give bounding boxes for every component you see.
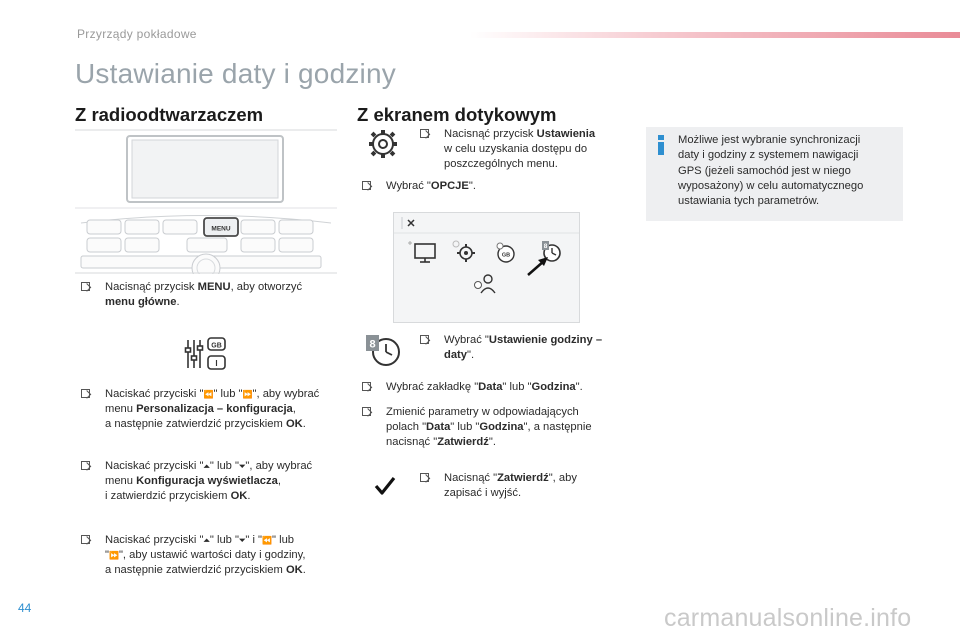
touch-step-open-settings: Nacisnąć przycisk Ustawienia w celu uzyskania dostępu do poszczególnych menu. (420, 127, 620, 172)
touch-step-select-options: Wybrać "OPCJE". (362, 179, 602, 194)
confirm-checkmark-icon (374, 476, 396, 496)
checkbox-bullet-icon (81, 535, 90, 544)
rewind-glyph-icon: ⏪ (262, 536, 272, 545)
page-title: Ustawianie daty i godziny (75, 58, 396, 89)
checkbox-bullet-icon (81, 389, 90, 398)
running-header: Przyrządy pokładowe (77, 27, 197, 41)
language-icon (497, 243, 514, 262)
info-line: Możliwe jest wybranie synchronizacji (678, 134, 861, 146)
radio-step-display-config: Naciskać przyciski "⏶" lub "⏷", aby wybrać menu Konfiguracja wyświetlacza, i zatwierdzić przyciskiem OK. (81, 459, 351, 504)
rewind-glyph-icon: ⏪ (203, 390, 214, 399)
section-heading-touchscreen: Z ekranem dotykowym (357, 104, 557, 125)
info-line: daty i godziny z systemem nawigacji (678, 149, 859, 162)
svg-text:GB: GB (501, 252, 511, 259)
info-icon (654, 135, 668, 155)
down-glyph-icon: ⏷ (238, 536, 246, 545)
checkbox-bullet-icon (81, 282, 90, 291)
svg-text:8: 8 (543, 243, 548, 250)
touch-step-select-tab: Wybrać zakładkę "Data" lub "Godzina". (362, 380, 632, 395)
settings-language-icon (184, 336, 228, 372)
info-line: ustawiania tych parametrów. (678, 195, 820, 208)
help-profile-icon (475, 275, 496, 293)
forward-glyph-icon: ⏩ (242, 390, 253, 399)
checkbox-bullet-icon (81, 461, 90, 470)
watermark: carmanualsonline.info (664, 604, 912, 632)
svg-text:I: I (215, 359, 218, 368)
touch-step-change-params: Zmienić parametry w odpowiadających polach "Data" lub "Godzina", a następnie nacisnąć "Zatwierdź". (362, 405, 632, 450)
checkbox-bullet-icon (420, 129, 429, 138)
touch-step-confirm: Nacisnąć "Zatwierdź", aby zapisać i wyjść. (420, 471, 620, 501)
info-line: wyposażony) w celu automatycznego (678, 179, 864, 192)
svg-text:8: 8 (369, 338, 376, 351)
header-gradient-bar (470, 32, 960, 38)
settings-gear-icon (366, 127, 400, 161)
menu-key-label: MENU (211, 225, 231, 233)
info-note-box (646, 127, 903, 221)
checkbox-bullet-icon (362, 407, 371, 416)
close-icon (408, 220, 414, 226)
up-glyph-icon: ⏶ (203, 462, 210, 471)
radio-step-open-menu: Nacisnąć przycisk MENU, aby otworzyć menu główne. (81, 280, 341, 310)
pointer-arrow-icon (528, 257, 548, 275)
radio-step-set-values: Naciskać przyciski "⏶" lub "⏷" i "⏪" lub "⏩", aby ustawić wartości daty i godziny, a następnie zatwierdzić przyciskiem OK. (81, 533, 351, 578)
checkbox-bullet-icon (362, 181, 371, 190)
up-glyph-icon: ⏶ (203, 536, 210, 545)
checkbox-bullet-icon (362, 382, 371, 391)
down-glyph-icon: ⏷ (238, 462, 246, 471)
checkbox-bullet-icon (420, 473, 429, 482)
display-settings-icon (408, 241, 435, 262)
svg-text:GB: GB (211, 342, 222, 350)
checkbox-bullet-icon (420, 335, 429, 344)
section-heading-radio: Z radioodtwarzaczem (75, 104, 264, 125)
touchscreen-options-illustration (393, 212, 580, 323)
radio-step-personalisation: Naciskać przyciski "⏪" lub "⏩", aby wybrać menu Personalizacja – konfiguracja, a następnie zatwierdzić przyciskiem OK. (81, 387, 351, 432)
info-line: GPS (jeżeli samochód jest w niego (678, 164, 851, 177)
radio-panel-illustration (75, 128, 337, 274)
gear-icon (453, 241, 475, 262)
touch-step-select-time-date: Wybrać "Ustawienie godziny – daty". (420, 333, 630, 363)
time-date-setting-icon (364, 334, 402, 368)
page-number: 44 (18, 601, 32, 615)
forward-glyph-icon: ⏩ (108, 551, 119, 560)
